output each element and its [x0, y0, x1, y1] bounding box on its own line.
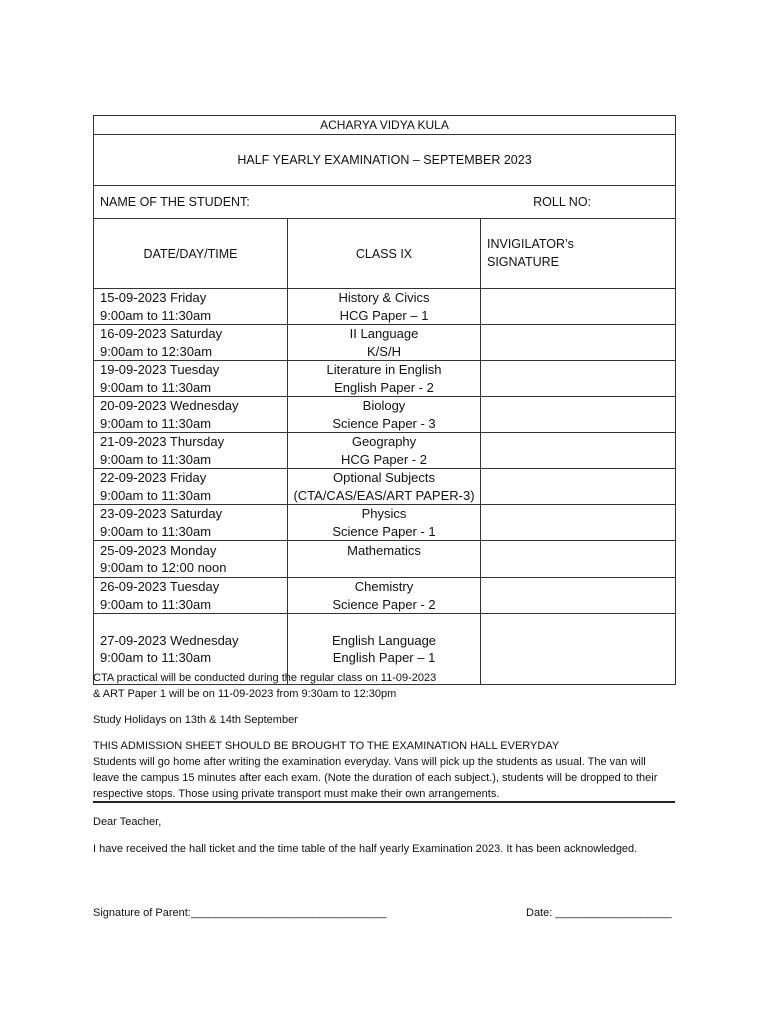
cta-practical-note: [93, 670, 675, 702]
exam-date: 19-09-2023 Tuesday: [100, 362, 220, 377]
date-line: Date: ___________________: [526, 907, 672, 919]
column-header-date: DATE/DAY/TIME: [94, 219, 288, 289]
invigilator-signature-cell: [481, 397, 676, 433]
table-row: [94, 361, 676, 397]
exam-time: 9:00am to 11:30am: [100, 451, 212, 467]
exam-subject: Chemistry: [354, 579, 414, 594]
subject-cell: [288, 541, 481, 578]
exam-paper: English Paper – 1: [332, 650, 436, 665]
invigilator-signature-cell: [481, 578, 676, 614]
exam-date: 15-09-2023 Friday: [100, 290, 207, 305]
invigilator-header-line2: SIGNATURE: [487, 255, 559, 269]
admission-heading: THIS ADMISSION SHEET SHOULD BE BROUGHT TO THE EXAMINATION HALL EVERYDAY: [93, 740, 560, 752]
roll-number-label: ROLL NO:: [533, 195, 592, 209]
invigilator-signature-cell: [481, 361, 676, 397]
exam-time: 9:00am to 11:30am: [100, 415, 212, 431]
exam-subject: Literature in English: [326, 362, 442, 377]
column-header-invigilator: [481, 219, 676, 289]
table-row: [94, 541, 676, 578]
invigilator-signature-cell: [481, 325, 676, 361]
table-row: [94, 433, 676, 469]
invigilator-signature-cell: [481, 505, 676, 541]
date-cell: [94, 325, 288, 361]
exam-date: 25-09-2023 Monday: [100, 542, 217, 558]
transport-instructions: Students will go home after writing the examination everyday. Vans will pick up the students as usual. The van will leave the campus 15 minutes after each exam. (Note the duration of each subject.), students will be dropped to their respective stops. Those using private transport must make their own arrangements.: [93, 756, 658, 800]
exam-time: 9:00am to 12:00 noon: [100, 560, 227, 575]
exam-time: 9:00am to 11:30am: [100, 650, 212, 665]
date-cell: [94, 541, 288, 578]
exam-date: 23-09-2023 Saturday: [100, 506, 223, 521]
date-cell: [94, 469, 288, 505]
exam-paper: Science Paper - 3: [332, 415, 436, 431]
date-cell: [94, 505, 288, 541]
table-row: [94, 289, 676, 325]
section-divider: [93, 801, 675, 803]
subject-cell: [288, 469, 481, 505]
invigilator-signature-cell: [481, 541, 676, 578]
acknowledgement-text: I have received the hall ticket and the time table of the half yearly Examination 2023. It has been acknowledged.: [93, 843, 638, 855]
parent-signature-line: Signature of Parent:________________________________: [93, 907, 387, 919]
date-cell: [94, 397, 288, 433]
exam-subject: Geography: [351, 434, 417, 449]
exam-paper: K/S/H: [367, 343, 401, 359]
exam-paper: English Paper - 2: [334, 379, 434, 395]
table-row: [94, 469, 676, 505]
exam-time: 9:00am to 11:30am: [100, 307, 212, 323]
invigilator-signature-cell: [481, 289, 676, 325]
date-cell: [94, 361, 288, 397]
exam-paper: (CTA/CAS/EAS/ART PAPER-3): [293, 487, 475, 503]
exam-paper: Science Paper - 1: [332, 523, 436, 539]
student-info-row: [94, 186, 676, 219]
exam-time: 9:00am to 11:30am: [100, 379, 212, 395]
exam-date: 20-09-2023 Wednesday: [100, 398, 239, 413]
admission-instructions: [93, 738, 675, 802]
cta-note-line2: & ART Paper 1 will be on 11-09-2023 from 9:30am to 12:30pm: [93, 688, 397, 700]
exam-paper: HCG Paper – 1: [339, 307, 429, 323]
exam-time: 9:00am to 11:30am: [100, 487, 212, 503]
invigilator-signature-cell: [481, 433, 676, 469]
subject-cell: [288, 289, 481, 325]
exam-subject: Biology: [362, 398, 406, 413]
table-row: [94, 325, 676, 361]
table-row: [94, 397, 676, 433]
exam-title: HALF YEARLY EXAMINATION – SEPTEMBER 2023: [94, 135, 676, 186]
exam-subject: II Language: [349, 326, 419, 341]
date-cell: [94, 289, 288, 325]
date-cell: [94, 578, 288, 614]
exam-subject: English Language: [331, 632, 437, 648]
exam-timetable: [93, 115, 676, 685]
subject-cell: [288, 578, 481, 614]
student-name-label: NAME OF THE STUDENT:: [100, 195, 250, 209]
exam-admission-sheet: [93, 115, 675, 685]
exam-time: 9:00am to 11:30am: [100, 523, 212, 539]
table-row: [94, 578, 676, 614]
exam-date: 26-09-2023 Tuesday: [100, 579, 220, 594]
exam-date: 16-09-2023 Saturday: [100, 326, 223, 341]
subject-cell: [288, 361, 481, 397]
study-holidays-note: Study Holidays on 13th & 14th September: [93, 714, 298, 726]
exam-subject: Physics: [361, 506, 407, 521]
date-cell: [94, 433, 288, 469]
exam-time: 9:00am to 11:30am: [100, 596, 212, 612]
exam-date: 22-09-2023 Friday: [100, 470, 207, 485]
exam-date: 21-09-2023 Thursday: [100, 434, 225, 449]
invigilator-header-line1: INVIGILATOR’s: [487, 237, 574, 251]
subject-cell: [288, 325, 481, 361]
column-header-class: CLASS IX: [288, 219, 481, 289]
subject-cell: [288, 433, 481, 469]
subject-cell: [288, 505, 481, 541]
invigilator-signature-cell: [481, 469, 676, 505]
exam-subject: History & Civics: [338, 290, 430, 305]
exam-date: 27-09-2023 Wednesday: [100, 632, 239, 648]
salutation: Dear Teacher,: [93, 816, 162, 828]
exam-subject: Mathematics: [347, 543, 421, 558]
exam-time: 9:00am to 12:30am: [100, 343, 213, 359]
subject-cell: [288, 397, 481, 433]
exam-paper: Science Paper - 2: [332, 596, 436, 612]
table-row: [94, 505, 676, 541]
cta-note-line1: CTA practical will be conducted during the regular class on 11-09-2023: [93, 672, 437, 684]
school-name: ACHARYA VIDYA KULA: [94, 116, 676, 135]
exam-subject: Optional Subjects: [333, 470, 435, 485]
exam-paper: HCG Paper - 2: [341, 451, 427, 467]
